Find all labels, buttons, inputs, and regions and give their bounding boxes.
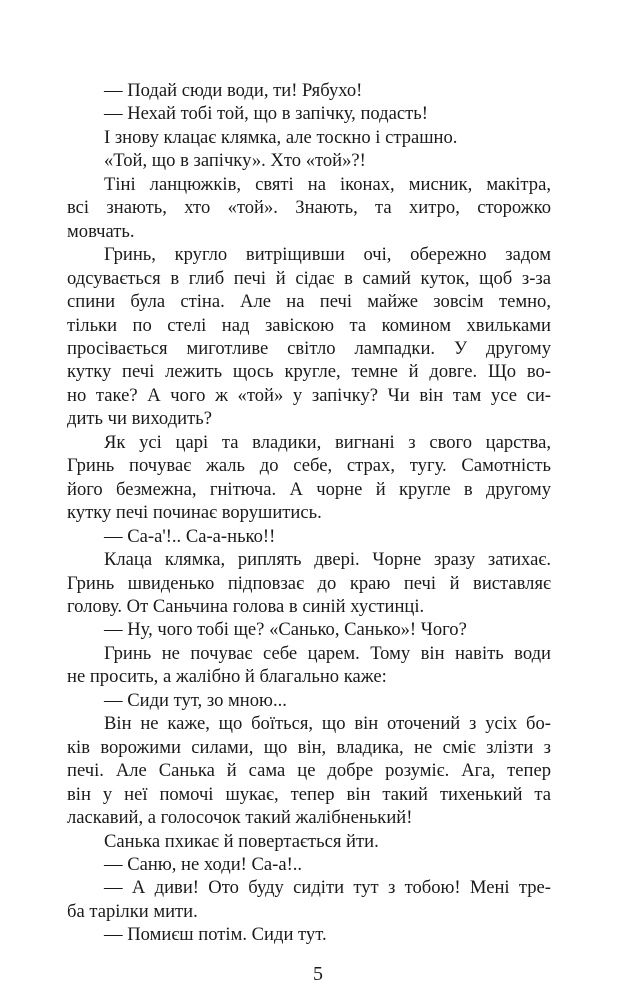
paragraph [67, 79, 551, 102]
text-line: Клаца клямка, риплять двері. Чорне зразу затихає. [104, 549, 551, 571]
text-line: — Подай сюди води, ти! Рябухо! [104, 80, 363, 101]
text-line: ласкавий, а голосочок такий жалібненький! [67, 807, 413, 829]
paragraph [67, 830, 551, 853]
body-text [67, 79, 551, 947]
paragraph [67, 149, 551, 172]
text-line: — Ну, чого тобі ще? «Санько, Санько»! Чого? [104, 619, 467, 641]
paragraph [67, 431, 551, 525]
text-line: Санька пхикає й повертається йти. [104, 830, 379, 852]
text-line: Тіні ланцюжків, святі на іконах, мисник, макітра, [104, 173, 551, 195]
paragraph [67, 618, 551, 641]
paragraph [67, 126, 551, 149]
text-line: печі. Але Санька й сама це добре розуміє. Ага, тепер [67, 760, 551, 782]
text-line: ків ворожими силами, що він, владика, не сміє злізти з [67, 736, 551, 758]
paragraph [67, 173, 551, 243]
text-line: Гринь швиденько підповзає до краю печі й виставляє [67, 572, 551, 594]
text-line: Він не каже, що боїться, що він оточений з усіх бо- [104, 713, 551, 735]
text-line: ба тарілки мити. [67, 900, 198, 922]
text-line: спини була стіна. Але на печі майже зовсім темно, [67, 291, 551, 313]
paragraph [67, 876, 551, 923]
text-line: голову. От Саньчина голова в синій хустинці. [67, 595, 425, 617]
text-line: дить чи виходить? [67, 408, 212, 430]
text-line: мовчать. [67, 220, 135, 242]
paragraph [67, 689, 551, 712]
paragraph [67, 853, 551, 876]
paragraph [67, 923, 551, 946]
text-line: Гринь не почуває себе царем. Тому він навіть води [104, 642, 551, 664]
paragraph [67, 102, 551, 125]
text-line: — Нехай тобі той, що в запічку, подасть! [104, 103, 428, 125]
text-line: він у неї помочі шукає, тепер він такий тихенький та [67, 783, 551, 805]
text-line: Гринь почуває жаль до себе, страх, тугу. Самотність [67, 455, 551, 477]
text-line: — Саню, не ходи! Са-а!.. [104, 853, 303, 875]
text-line: — Помиєш потім. Сиди тут. [104, 924, 327, 946]
text-line: — А диви! Ото буду сидіти тут з тобою! Мені тре- [104, 877, 551, 899]
text-line: всі знають, хто «той». Знають, та хитро, сторожко [67, 197, 551, 219]
text-line: — Сиди тут, зо мною... [104, 689, 287, 711]
text-line: просівається миготливе світло лампадки. У другому [67, 337, 551, 359]
paragraph [67, 642, 551, 689]
text-line: одсувається в глиб печі й сідає в самий куток, щоб з-за [67, 267, 551, 289]
text-line: Як усі царі та владики, вигнані з свого царства, [104, 431, 551, 453]
paragraph [67, 548, 551, 618]
text-line: не просить, а жалібно й благально каже: [67, 666, 387, 688]
paragraph [67, 243, 551, 431]
text-line: тільки по стелі над завіскою та комином хвильками [67, 314, 551, 336]
page-number: 5 [313, 962, 323, 985]
text-line: кутку печі лежить щось кругле, темне й довге. Що во- [67, 361, 551, 383]
text-line: його безмежна, гнітюча. А чорне й кругле в другому [67, 478, 551, 500]
text-line: но таке? А чого ж «той» у запічку? Чи він там усе си- [67, 384, 551, 406]
text-line: «Той, що в запічку». Хто «той»?! [104, 150, 366, 172]
paragraph [67, 712, 551, 829]
text-line: кутку печі починає ворушитись. [67, 502, 322, 524]
text-line: І знову клацає клямка, але тоскно і страшно. [104, 126, 458, 148]
text-line: Гринь, кругло витріщивши очі, обережно задом [104, 244, 551, 266]
paragraph [67, 525, 551, 548]
text-line: — Са-а'!.. Са-а-нько!! [104, 525, 276, 547]
